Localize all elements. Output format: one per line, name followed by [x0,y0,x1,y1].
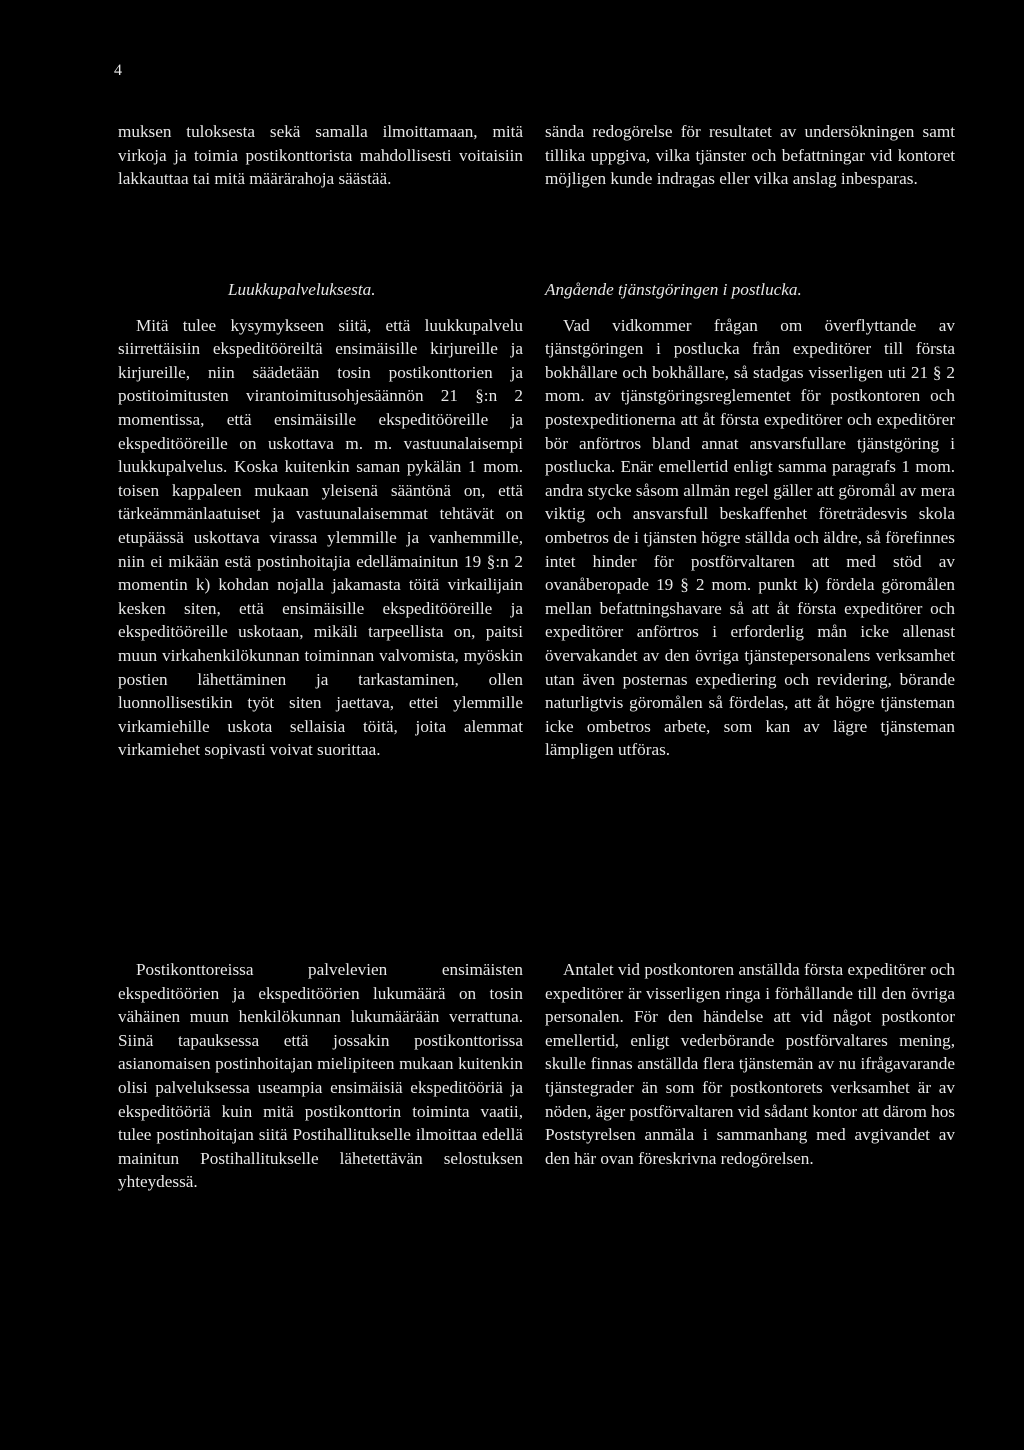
page-number: 4 [114,62,122,79]
finnish-intro-block [118,120,523,191]
finnish-section [118,278,523,762]
swedish-last-block [545,958,955,1170]
swedish-section [545,278,955,762]
finnish-last-block [118,958,523,1194]
swedish-intro-block [545,120,955,191]
finnish-intro-paragraph: muksen tuloksesta sekä samalla ilmoittamaan, mitä virkoja ja toimia postikonttorista mahdollisesti voitaisiin lakkauttaa tai mitä määrärahoja säästää. [118,122,523,189]
finnish-body-paragraph: Mitä tulee kysymykseen siitä, että luukkupalvelu siirrettäisiin ekspeditööreiltä ensimäisille kirjureille ja kirjureille, niin säädetään tosin postikonttorien ja postitoimitusten virantoimitusohjesäännön 21 §:n 2 momentissa, että ensimäisille ekspeditööreille ja ekspeditööreille on uskottava m. m. vastuunalaisempi luukkupalvelus. Koska kuitenkin saman pykälän 1 mom. toisen kappaleen mukaan yleisenä sääntönä on, että tärkeämmänlaatuiset ja vastuunalaisemmat tehtävät on etupäässä uskottava virassa ylemmille ja vanhemmille, niin ei mikään estä postinhoitajia edellämainitun 19 §:n 2 momentin k) kohdan nojalla jakamasta töitä virkailijain kesken siten, että ensimäisille ekspeditööreille ja ekspeditööreille uskotaan, mikäli tarpeellista on, paitsi muun virkahenkilökunnan toiminnan valvomista, myöskin postien lähettäminen ja tarkastaminen, ollen luonnollisestikin työt siten jaettava, ettei ylemmille virkamiehille uskota sellaisia töitä, joita alemmat virkamiehet sopivasti voivat suorittaa. [118,315,523,760]
swedish-section-heading: Angående tjänstgöringen i postlucka. [545,280,802,299]
swedish-body-paragraph: Vad vidkommer frågan om överflyttande av tjänstgöringen i postlucka från expeditörer till första bokhållare och bokhållare, så stadgas visserligen uti 21 § 2 mom. av tjänstgöringsreglementet för postkontoren och postexpeditionerna att åt första expeditörer och expeditörer bör anförtros bland annat ansvarsfullare tjänstgöring i postlucka. Enär emellertid enligt samma paragrafs 1 mom. andra stycke såsom allmän regel gäller att göromål av mera viktig och ansvarsfull beskaffenhet företrädesvis skola ombetros de i tjänsten högre ställda och äldre, så förefinnes intet hinder för postförvaltaren att med stöd av ovanåberopade 19 § 2 mom. punkt k) fördela göromålen mellan befattningshavare så att åt första expeditörer och expeditörer anförtros i erforderlig mån icke allenast övervakandet av den övriga tjänstepersonalens verksamhet utan även posternas expediering och revidering, börande naturligtvis göromålen så fördelas, att åt högre tjänsteman icke ombetros arbete, som kan av lägre tjänsteman lämpligen utföras. [545,315,955,760]
finnish-last-paragraph: Postikonttoreissa palvelevien ensimäisten ekspeditöörien ja ekspeditöörien lukumäärä on tosin vähäinen muun henkilökunnan lukumäärään verrattuna. Siinä tapauksessa että jossakin postikonttorissa asianomaisen postinhoitajan mielipiteen mukaan kuitenkin olisi palveluksessa useampia ensimäisiä ekspeditööriä ja ekspeditööriä kuin mitä postikonttorin toiminta vaatii, tulee postinhoitajan siitä Postihallitukselle ilmoittaa edellä mainitun Postihallitukselle lähetettävän selostuksen yhteydessä. [118,960,523,1192]
finnish-section-heading: Luukkupalveluksesta. [228,280,376,299]
swedish-intro-paragraph: sända redogörelse för resultatet av undersökningen samt tillika uppgiva, vilka tjänster och befattningar vid kontoret möjligen kunde indragas eller vilka anslag inbesparas. [545,122,955,189]
swedish-last-paragraph: Antalet vid postkontoren anställda första expeditörer och expeditörer är visserligen ringa i förhållande till den övriga personalen. För den händelse att vid något postkontor emellertid, enligt vederbörande postförvaltares mening, skulle finnas anställda flera tjänstemän av nu ifrågavarande tjänstegrader än som för postkontorets verksamhet är av nöden, äger postförvaltaren vid sådant kontor att därom hos Poststyrelsen anmäla i sammanhang med avgivandet av den här ovan föreskrivna redogörelsen. [545,960,955,1168]
